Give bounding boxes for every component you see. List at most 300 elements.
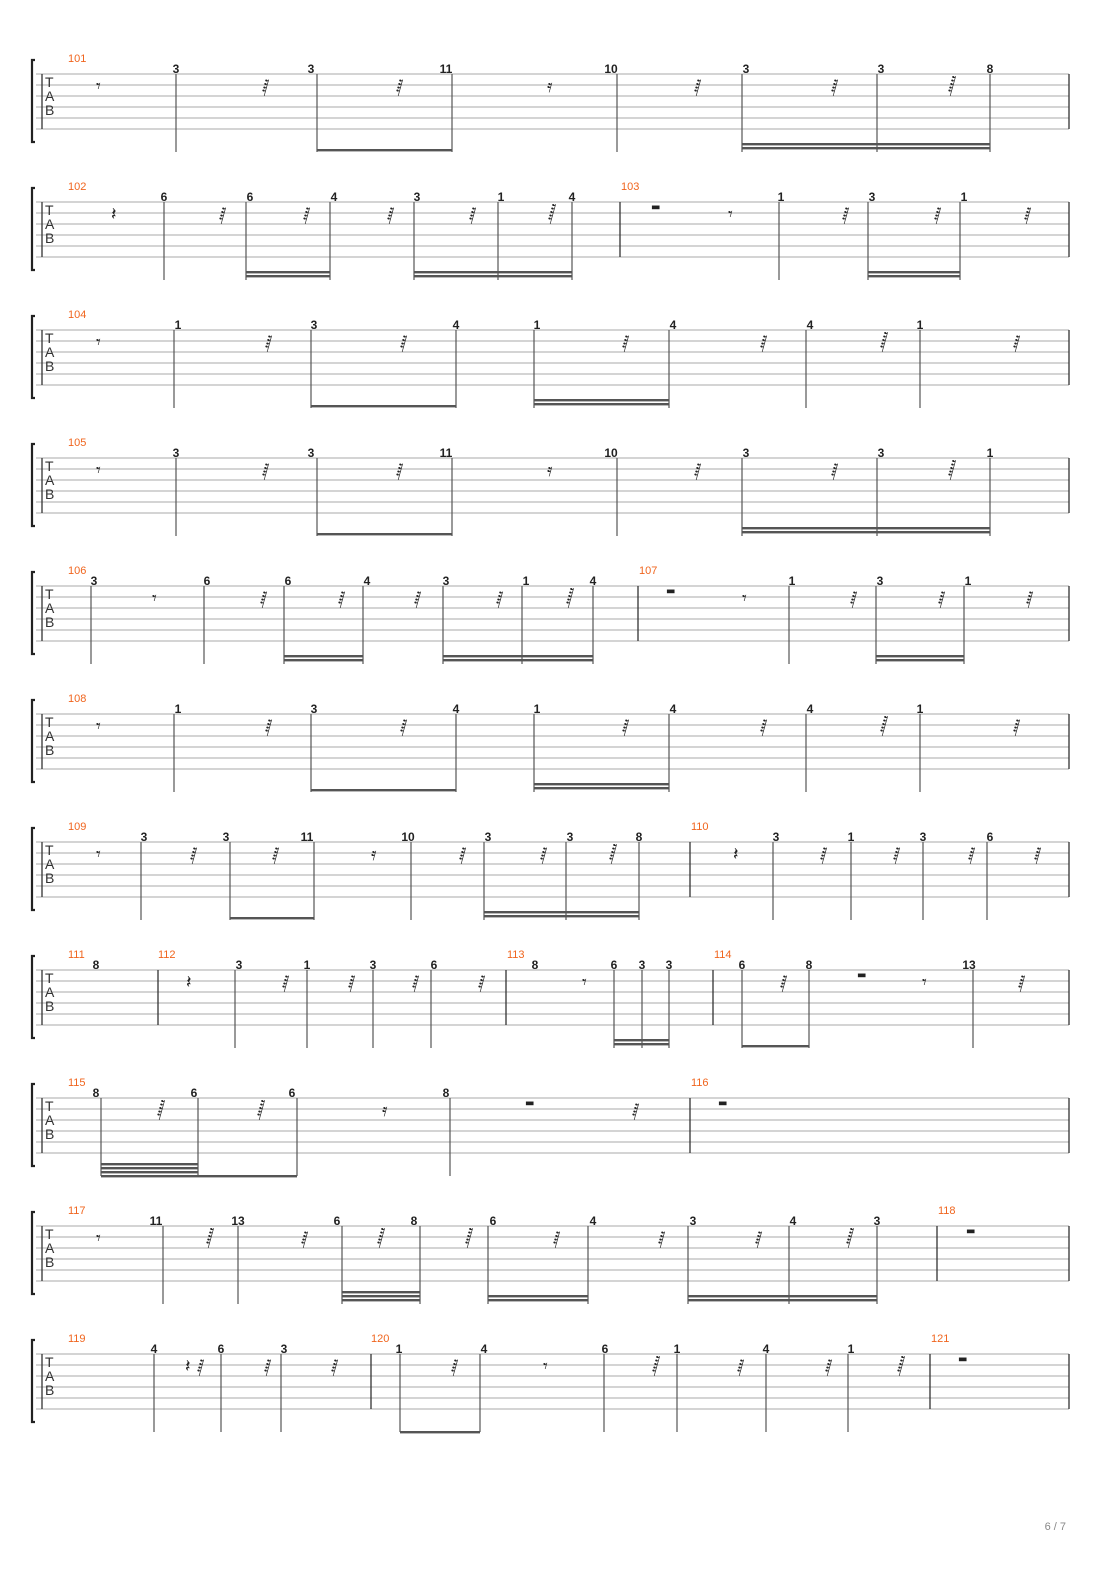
rest-symbol: 𝅂 <box>948 460 957 481</box>
tab-system <box>32 437 1069 536</box>
fret-number: 8 <box>92 1086 100 1100</box>
fret-number: 3 <box>172 446 180 460</box>
rest-symbol: 𝅁 <box>780 972 788 993</box>
fret-number: 4 <box>330 190 338 204</box>
note-beam <box>742 527 990 529</box>
rest-symbol: 𝄾 <box>543 1356 548 1377</box>
note-beam <box>342 1291 420 1293</box>
rest-symbol: 𝅁 <box>190 844 198 865</box>
fret-number: 6 <box>610 958 618 972</box>
rest-symbol: 𝄾 <box>728 204 733 225</box>
rest-symbol: ▬ <box>718 1098 728 1109</box>
fret-number: 3 <box>310 318 318 332</box>
measure-number: 106 <box>68 565 87 577</box>
measure-number: 117 <box>68 1205 86 1217</box>
tab-clef-letter: B <box>45 1254 55 1270</box>
rest-symbol: 𝅂 <box>548 204 557 225</box>
rest-symbol: 𝄾 <box>96 844 101 865</box>
rest-symbol: 𝅁 <box>478 972 486 993</box>
rest-symbol: 𝅁 <box>1026 588 1034 609</box>
fret-number: 3 <box>877 446 885 460</box>
fret-number: 8 <box>635 830 643 844</box>
fret-number: 6 <box>190 1086 198 1100</box>
rest-symbol: 𝅁 <box>755 1228 763 1249</box>
fret-number: 3 <box>919 830 927 844</box>
tab-system <box>32 1205 1069 1304</box>
fret-number: 6 <box>430 958 438 972</box>
fret-number: 1 <box>986 446 994 460</box>
fret-number: 3 <box>742 62 750 76</box>
rest-symbol: 𝅂 <box>609 844 618 865</box>
rest-symbol: 𝄿 <box>547 76 553 97</box>
tab-clef-letter: A <box>45 856 55 872</box>
tab-clef-letter: B <box>45 870 55 886</box>
fret-number: 3 <box>280 1342 288 1356</box>
measure-number: 114 <box>714 949 732 961</box>
tab-system <box>32 565 1069 664</box>
fret-number: 3 <box>307 446 315 460</box>
fret-number: 3 <box>140 830 148 844</box>
rest-symbol: 𝅂 <box>897 1356 906 1377</box>
system-brace <box>32 1212 35 1294</box>
rest-symbol: 𝅂 <box>846 1228 855 1249</box>
rest-symbol: 𝅁 <box>1013 332 1021 353</box>
rest-symbol: 𝅁 <box>469 204 477 225</box>
tab-clef-letter: T <box>45 1226 54 1242</box>
measure-number: 107 <box>639 565 658 577</box>
rest-symbol: 𝅁 <box>412 972 420 993</box>
note-beam <box>400 1431 480 1433</box>
tab-system <box>32 693 1069 792</box>
note-beam <box>876 655 964 657</box>
rest-symbol: 𝅁 <box>553 1228 561 1249</box>
rest-symbol: 𝅁 <box>968 844 976 865</box>
rest-symbol: 𝅁 <box>396 76 404 97</box>
rest-symbol: 𝅁 <box>265 332 273 353</box>
rest-symbol: 𝄽 <box>111 204 117 225</box>
rest-symbol: 𝅂 <box>566 588 575 609</box>
note-beam <box>317 533 452 535</box>
note-beam <box>488 1299 588 1301</box>
tab-clef-letter: T <box>45 74 54 90</box>
rest-symbol: 𝅁 <box>262 460 270 481</box>
tab-clef-letter: B <box>45 358 55 374</box>
note-beam <box>311 789 456 791</box>
measure-number: 119 <box>68 1333 86 1345</box>
measure-number: 113 <box>507 949 525 961</box>
rest-symbol: 𝄿 <box>382 1100 388 1121</box>
tab-clef-letter: T <box>45 586 54 602</box>
measure-number: 115 <box>68 1077 86 1089</box>
fret-number: 1 <box>673 1342 681 1356</box>
rest-symbol: 𝅁 <box>301 1228 309 1249</box>
fret-number: 6 <box>601 1342 609 1356</box>
fret-number: 4 <box>363 574 371 588</box>
rest-symbol: 𝅂 <box>880 716 889 737</box>
rest-symbol: 𝅁 <box>451 1356 459 1377</box>
note-beam <box>688 1299 877 1301</box>
tab-clef-letter: T <box>45 970 54 986</box>
tab-clef-letter: B <box>45 614 55 630</box>
rest-symbol: 𝅁 <box>414 588 422 609</box>
measure-number: 112 <box>158 949 176 961</box>
tab-clef-letter: B <box>45 486 55 502</box>
fret-number: 1 <box>960 190 968 204</box>
note-beam <box>868 271 960 273</box>
rest-symbol: 𝅁 <box>282 972 290 993</box>
fret-number: 1 <box>497 190 505 204</box>
rest-symbol: 𝅁 <box>825 1356 833 1377</box>
rest-symbol: 𝄾 <box>96 1228 101 1249</box>
fret-number: 11 <box>439 446 453 460</box>
fret-number: 8 <box>986 62 994 76</box>
fret-number: 3 <box>222 830 230 844</box>
note-beam <box>284 659 363 661</box>
system-brace <box>32 572 35 654</box>
rest-symbol: 𝄾 <box>96 332 101 353</box>
note-beam <box>614 1043 669 1045</box>
rest-symbol: 𝄾 <box>96 716 101 737</box>
fret-number: 11 <box>149 1214 163 1228</box>
note-beam <box>342 1299 420 1301</box>
fret-number: 4 <box>589 1214 597 1228</box>
fret-number: 6 <box>489 1214 497 1228</box>
fret-number: 4 <box>806 318 814 332</box>
note-beam <box>101 1175 297 1177</box>
note-beam <box>534 783 669 785</box>
rest-symbol: 𝅁 <box>264 1356 272 1377</box>
fret-number: 1 <box>777 190 785 204</box>
rest-symbol: 𝅁 <box>387 204 395 225</box>
page-number: 6 / 7 <box>1044 1521 1066 1533</box>
measure-number: 109 <box>68 821 87 833</box>
fret-number: 11 <box>439 62 453 76</box>
system-brace <box>32 828 35 910</box>
tab-clef-letter: A <box>45 1240 55 1256</box>
tab-clef-letter: A <box>45 1368 55 1384</box>
fret-number: 4 <box>568 190 576 204</box>
fret-number: 1 <box>964 574 972 588</box>
fret-number: 1 <box>847 1342 855 1356</box>
fret-number: 1 <box>788 574 796 588</box>
rest-symbol: 𝅁 <box>893 844 901 865</box>
fret-number: 4 <box>669 702 677 716</box>
note-beam <box>868 275 960 277</box>
rest-symbol: 𝅁 <box>632 1100 640 1121</box>
fret-number: 3 <box>876 574 884 588</box>
fret-number: 6 <box>284 574 292 588</box>
rest-symbol: 𝅁 <box>1018 972 1026 993</box>
rest-symbol: 𝅁 <box>396 460 404 481</box>
tab-clef-letter: A <box>45 472 55 488</box>
system-brace <box>32 316 35 398</box>
fret-number: 8 <box>805 958 813 972</box>
fret-number: 13 <box>962 958 976 972</box>
rest-symbol: 𝅁 <box>658 1228 666 1249</box>
rest-symbol: 𝅁 <box>338 588 346 609</box>
tab-clef-letter: A <box>45 1112 55 1128</box>
tab-clef-letter: B <box>45 998 55 1014</box>
measure-number: 118 <box>938 1205 956 1217</box>
fret-number: 1 <box>847 830 855 844</box>
tab-system <box>32 309 1069 408</box>
rest-symbol: 𝄽 <box>186 972 192 993</box>
note-beam <box>101 1171 198 1173</box>
fret-number: 4 <box>589 574 597 588</box>
rest-symbol: 𝄾 <box>582 972 587 993</box>
note-beam <box>484 915 639 917</box>
tab-system <box>32 949 1069 1048</box>
measure-number: 105 <box>68 437 87 449</box>
system-brace <box>32 188 35 270</box>
note-beam <box>101 1163 198 1165</box>
rest-symbol: 𝅁 <box>400 332 408 353</box>
rest-symbol: 𝄾 <box>742 588 747 609</box>
rest-symbol: 𝅁 <box>760 716 768 737</box>
fret-number: 3 <box>665 958 673 972</box>
rest-symbol: 𝄿 <box>371 844 377 865</box>
note-beam <box>101 1167 198 1169</box>
fret-number: 6 <box>217 1342 225 1356</box>
tab-clef-letter: A <box>45 600 55 616</box>
rest-symbol: 𝅁 <box>831 76 839 97</box>
fret-number: 10 <box>604 446 618 460</box>
note-beam <box>614 1039 669 1041</box>
rest-symbol: 𝅁 <box>400 716 408 737</box>
fret-number: 3 <box>90 574 98 588</box>
rest-symbol: 𝅁 <box>1013 716 1021 737</box>
fret-number: 8 <box>92 958 100 972</box>
system-brace <box>32 60 35 142</box>
measure-number: 108 <box>68 693 87 705</box>
tab-clef-letter: T <box>45 458 54 474</box>
fret-number: 13 <box>231 1214 245 1228</box>
rest-symbol: 𝅁 <box>850 588 858 609</box>
rest-symbol: 𝅁 <box>820 844 828 865</box>
tab-clef-letter: A <box>45 216 55 232</box>
note-beam <box>742 1045 809 1047</box>
tab-system <box>32 181 1069 280</box>
fret-number: 1 <box>522 574 530 588</box>
fret-number: 11 <box>300 830 314 844</box>
rest-symbol: 𝅂 <box>257 1100 266 1121</box>
measure-number: 111 <box>68 949 85 961</box>
fret-number: 4 <box>480 1342 488 1356</box>
note-beam <box>311 405 456 407</box>
fret-number: 3 <box>442 574 450 588</box>
fret-number: 4 <box>789 1214 797 1228</box>
tab-clef-letter: B <box>45 230 55 246</box>
note-beam <box>317 149 452 151</box>
fret-number: 8 <box>531 958 539 972</box>
rest-symbol: 𝄿 <box>547 460 553 481</box>
fret-number: 3 <box>310 702 318 716</box>
rest-symbol: 𝅁 <box>219 204 227 225</box>
note-beam <box>246 275 330 277</box>
note-beam <box>742 147 990 149</box>
fret-number: 3 <box>566 830 574 844</box>
note-beam <box>534 399 669 401</box>
rest-symbol: 𝅁 <box>1024 204 1032 225</box>
rest-symbol: 𝄾 <box>922 972 927 993</box>
fret-number: 3 <box>873 1214 881 1228</box>
fret-number: 4 <box>762 1342 770 1356</box>
note-beam <box>414 275 572 277</box>
rest-symbol: 𝅁 <box>694 460 702 481</box>
tab-clef-letter: T <box>45 714 54 730</box>
rest-symbol: 𝅁 <box>737 1356 745 1377</box>
tab-clef-letter: T <box>45 330 54 346</box>
fret-number: 8 <box>410 1214 418 1228</box>
measure-number: 116 <box>691 1077 709 1089</box>
fret-number: 3 <box>413 190 421 204</box>
rest-symbol: 𝅂 <box>206 1228 215 1249</box>
rest-symbol: 𝄾 <box>96 76 101 97</box>
rest-symbol: 𝅁 <box>260 588 268 609</box>
fret-number: 4 <box>806 702 814 716</box>
tab-clef-letter: T <box>45 1098 54 1114</box>
rest-symbol: 𝅁 <box>842 204 850 225</box>
rest-symbol: 𝅁 <box>938 588 946 609</box>
note-beam <box>246 271 330 273</box>
rest-symbol: 𝅁 <box>262 76 270 97</box>
measure-number: 120 <box>371 1333 390 1345</box>
rest-symbol: 𝅁 <box>622 332 630 353</box>
fret-number: 3 <box>369 958 377 972</box>
fret-number: 1 <box>395 1342 403 1356</box>
fret-number: 8 <box>442 1086 450 1100</box>
rest-symbol: 𝅂 <box>157 1100 166 1121</box>
rest-symbol: 𝅁 <box>540 844 548 865</box>
fret-number: 6 <box>986 830 994 844</box>
note-beam <box>342 1295 420 1297</box>
rest-symbol: 𝅁 <box>694 76 702 97</box>
fret-number: 1 <box>533 318 541 332</box>
fret-number: 3 <box>638 958 646 972</box>
fret-number: 1 <box>916 318 924 332</box>
fret-number: 4 <box>669 318 677 332</box>
fret-number: 1 <box>916 702 924 716</box>
measure-number: 102 <box>68 181 87 193</box>
fret-number: 3 <box>689 1214 697 1228</box>
tab-clef-letter: B <box>45 1126 55 1142</box>
note-beam <box>443 659 593 661</box>
note-beam <box>484 911 639 913</box>
tab-clef-letter: A <box>45 728 55 744</box>
fret-number: 6 <box>246 190 254 204</box>
system-brace <box>32 700 35 782</box>
tab-system <box>32 53 1069 152</box>
fret-number: 6 <box>160 190 168 204</box>
fret-number: 3 <box>772 830 780 844</box>
measure-number: 103 <box>621 181 640 193</box>
note-beam <box>443 655 593 657</box>
fret-number: 6 <box>203 574 211 588</box>
rest-symbol: 𝄾 <box>152 588 157 609</box>
rest-symbol: 𝅂 <box>880 332 889 353</box>
tab-clef-letter: A <box>45 984 55 1000</box>
rest-symbol: ▬ <box>966 1226 976 1237</box>
fret-number: 3 <box>235 958 243 972</box>
tab-system <box>32 1077 1069 1177</box>
rest-symbol: ▬ <box>666 586 676 597</box>
rest-symbol: 𝅁 <box>348 972 356 993</box>
fret-number: 4 <box>150 1342 158 1356</box>
fret-number: 1 <box>533 702 541 716</box>
rest-symbol: 𝅁 <box>303 204 311 225</box>
measure-number: 110 <box>691 821 709 833</box>
fret-number: 3 <box>742 446 750 460</box>
fret-number: 6 <box>333 1214 341 1228</box>
tab-system <box>32 1333 1069 1433</box>
fret-number: 1 <box>174 318 182 332</box>
fret-number: 6 <box>738 958 746 972</box>
rest-symbol: ▬ <box>651 202 661 213</box>
fret-number: 3 <box>877 62 885 76</box>
fret-number: 10 <box>401 830 415 844</box>
system-brace <box>32 444 35 526</box>
note-beam <box>534 403 669 405</box>
rest-symbol: ▬ <box>525 1098 535 1109</box>
fret-number: 6 <box>288 1086 296 1100</box>
fret-number: 3 <box>307 62 315 76</box>
tab-clef-letter: T <box>45 202 54 218</box>
tab-clef-letter: B <box>45 1382 55 1398</box>
fret-number: 3 <box>172 62 180 76</box>
system-brace <box>32 956 35 1038</box>
rest-symbol: 𝄽 <box>185 1356 191 1377</box>
fret-number: 3 <box>484 830 492 844</box>
rest-symbol: 𝅁 <box>831 460 839 481</box>
fret-number: 4 <box>452 702 460 716</box>
fret-number: 1 <box>174 702 182 716</box>
fret-number: 10 <box>604 62 618 76</box>
rest-symbol: 𝅁 <box>265 716 273 737</box>
tab-clef-letter: T <box>45 842 54 858</box>
rest-symbol: ▬ <box>857 970 867 981</box>
measure-number: 121 <box>931 1333 950 1345</box>
note-beam <box>284 655 363 657</box>
rest-symbol: 𝅁 <box>1034 844 1042 865</box>
fret-number: 4 <box>452 318 460 332</box>
note-beam <box>488 1295 588 1297</box>
rest-symbol: 𝅁 <box>760 332 768 353</box>
note-beam <box>742 531 990 533</box>
rest-symbol: 𝅁 <box>331 1356 339 1377</box>
rest-symbol: 𝅂 <box>652 1356 661 1377</box>
rest-symbol: 𝅁 <box>934 204 942 225</box>
tab-system <box>32 821 1069 920</box>
rest-symbol: 𝅂 <box>948 76 957 97</box>
rest-symbol: 𝅁 <box>459 844 467 865</box>
rest-symbol: 𝅁 <box>622 716 630 737</box>
measure-number: 101 <box>68 53 87 65</box>
rest-symbol: 𝅁 <box>197 1356 205 1377</box>
tab-clef-letter: T <box>45 1354 54 1370</box>
note-beam <box>742 143 990 145</box>
rest-symbol: ▬ <box>958 1354 968 1365</box>
system-brace <box>32 1084 35 1166</box>
rest-symbol: 𝅂 <box>377 1228 386 1249</box>
fret-number: 3 <box>868 190 876 204</box>
system-brace <box>32 1340 35 1422</box>
tab-clef-letter: B <box>45 742 55 758</box>
fret-number: 1 <box>303 958 311 972</box>
measure-number: 104 <box>68 309 87 321</box>
rest-symbol: 𝅁 <box>272 844 280 865</box>
tab-clef-letter: A <box>45 88 55 104</box>
tab-clef-letter: A <box>45 344 55 360</box>
